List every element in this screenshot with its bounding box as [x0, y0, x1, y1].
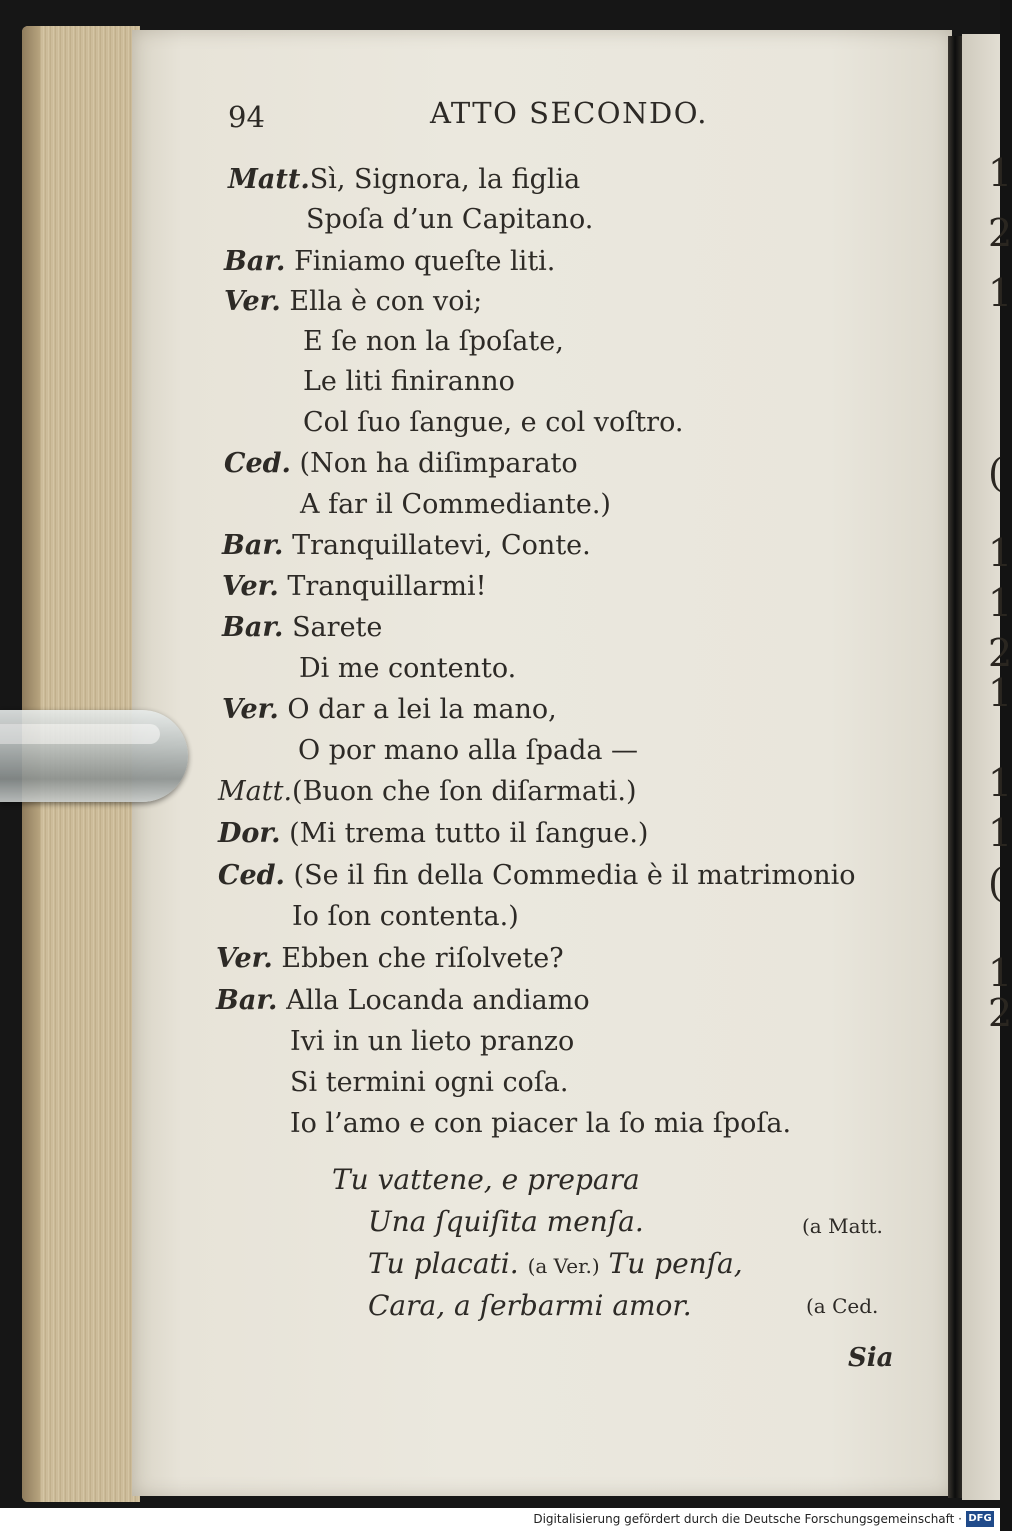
stage-direction: (a Ced.	[806, 1294, 879, 1318]
running-head: ATTO SECONDO.	[430, 96, 708, 130]
line-text: (Se il fin della Commedia è il matrimonio	[293, 860, 856, 891]
speaker-label: Bar.	[216, 985, 278, 1016]
line-text: Tranquillarmi!	[287, 571, 487, 602]
dialogue-line: E ſe non la ſpoſate,	[303, 326, 564, 357]
verse-line: Una ſquiſita menſa.	[368, 1205, 644, 1238]
line-text: Ebben che riſolvete?	[281, 943, 564, 974]
line-text: O dar a lei la mano,	[287, 694, 557, 725]
dialogue-line	[216, 945, 564, 972]
speaker-label: Bar.	[222, 612, 284, 643]
line-text: Ella è con voi;	[289, 286, 483, 317]
line-text: Tranquillatevi, Conte.	[292, 530, 591, 561]
speaker-label: Bar.	[224, 246, 286, 277]
dialogue-line	[218, 820, 648, 847]
catchword: Sia	[848, 1343, 894, 1373]
digitization-footer	[0, 1508, 1000, 1531]
book-gutter	[948, 36, 962, 1498]
dialogue-line	[222, 614, 382, 641]
speaker-label: Ver.	[216, 943, 273, 974]
speaker-label: Ver.	[224, 286, 281, 317]
dialogue-line	[216, 987, 590, 1014]
dialogue-line: O por mano alla ſpada —	[298, 735, 639, 766]
line-text: (Buon che ſon diſarmati.)	[292, 776, 637, 807]
dialogue-line: Col ſuo ſangue, e col voſtro.	[303, 407, 684, 438]
facing-page-strip: 1 2 1 ( 1 1 2 1 1 1 ( 1 2	[962, 34, 1000, 1500]
speaker-label: Ver.	[222, 694, 279, 725]
dialogue-line	[224, 288, 482, 315]
speaker-label: Bar.	[222, 530, 284, 561]
line-text: Sì, Signora, la figlia	[309, 164, 581, 195]
footer-credit: Digitalisierung gefördert durch die Deutsche Forschungsgemeinschaft ·	[533, 1512, 962, 1526]
dialogue-line	[222, 696, 557, 723]
dialogue-line: Le liti finiranno	[303, 366, 515, 397]
verse-text: Tu placati.	[368, 1247, 519, 1280]
line-text: Sarete	[292, 612, 383, 643]
verse-line: Cara, a ſerbarmi amor.	[368, 1289, 692, 1322]
dialogue-line	[228, 166, 580, 193]
speaker-label: Ver.	[222, 571, 279, 602]
dialogue-line: Io ſon contenta.)	[292, 901, 519, 932]
dialogue-line	[222, 573, 486, 600]
dialogue-line: Spoſa d’un Capitano.	[306, 204, 594, 235]
verse-line	[368, 1247, 743, 1280]
speaker-label: Ced.	[224, 448, 291, 479]
dialogue-line	[218, 778, 637, 805]
dialogue-line: Si termini ogni coſa.	[290, 1067, 569, 1098]
verse-line: Tu vattene, e prepara	[332, 1163, 640, 1196]
dialogue-line	[218, 862, 856, 889]
dialogue-line: Di me contento.	[299, 653, 517, 684]
dialogue-line: A far il Commediante.)	[300, 489, 611, 520]
speaker-label: Matt.	[228, 164, 310, 195]
speaker-label: Matt.	[218, 776, 293, 807]
stage-direction: (a Matt.	[802, 1214, 883, 1238]
page-number: 94	[228, 100, 265, 134]
line-text: Finiamo queſte liti.	[294, 246, 556, 277]
dfg-logo: DFG	[966, 1511, 994, 1527]
dialogue-line: Ivi in un lieto pranzo	[290, 1026, 575, 1057]
dialogue-line	[222, 532, 591, 559]
line-text: (Mi trema tutto il ſangue.)	[289, 818, 649, 849]
bookmark-clip	[0, 710, 188, 802]
speaker-label: Dor.	[218, 818, 281, 849]
dialogue-line	[224, 248, 555, 275]
dialogue-line: Io l’amo e con piacer la ſo mia ſpoſa.	[290, 1108, 792, 1139]
line-text: (Non ha diſimparato	[299, 448, 578, 479]
stage-direction: (a Ver.)	[527, 1254, 600, 1278]
line-text: Alla Locanda andiamo	[286, 985, 590, 1016]
speaker-label: Ced.	[218, 860, 285, 891]
verse-text: Tu penſa,	[608, 1247, 743, 1280]
dialogue-line	[224, 450, 578, 477]
